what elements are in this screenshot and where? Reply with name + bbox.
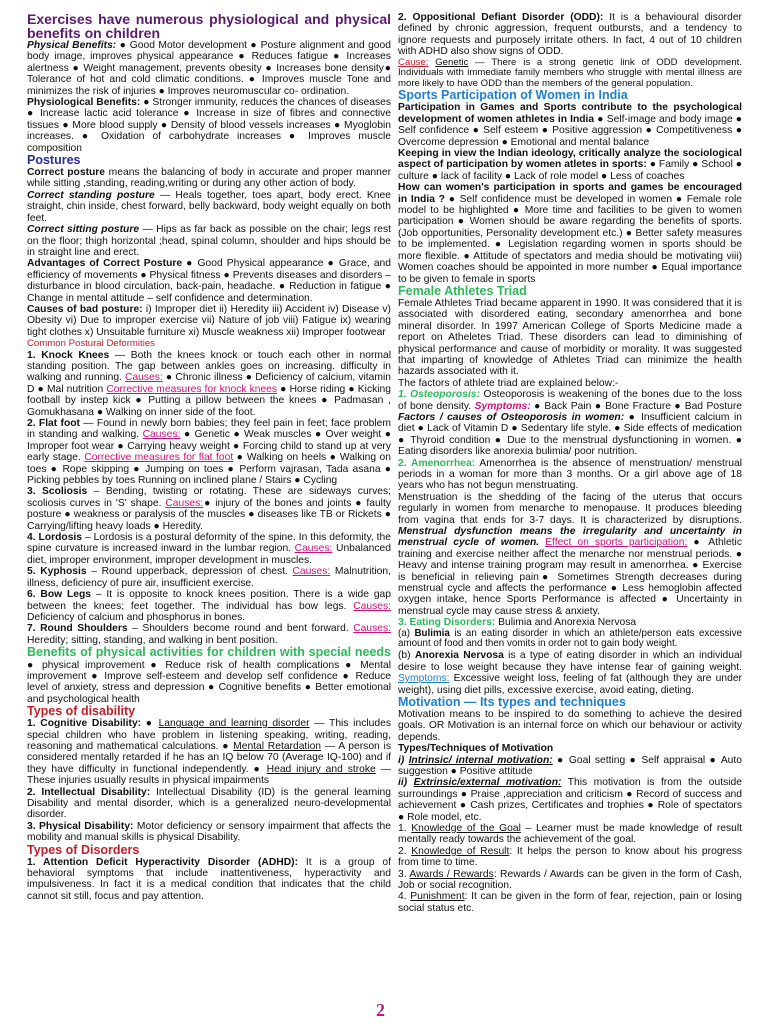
intrinsic-para: i) Intrinsic/ internal motivation: ● Goal setting ● Self appraisal ● Auto suggestion ● Positive attitude — [398, 754, 742, 777]
sitting-posture-para: Correct sitting posture — Hips as far back as possible on the chair; legs rest on the floor; thigh horizontal ;head, spinal column, shoulder and hips should be in straight line and erect. — [27, 224, 391, 258]
eating-disorders-para: 3. Eating Disorders: Bulimia and Anorexia Nervosa — [398, 617, 637, 629]
triad-intro-para: Female Athletes Triad became apparent in 1990. It was considered that it is associated with disordered eating, secondary amenorrhea and bone mineral disorder. In 1997 American College of Sports Medicine made a report on Atheletes Triad. These disorders can lead to diminishing of physical performance and cause of morbidity or morality. It was suggested that imparting of knowledge of Athletes Triad can minimize the health hazards associated with it. — [398, 297, 742, 378]
advantages-para: Advantages of Correct Posture ● Good Physical appearance ● Grace, and efficiency of movements ● Physical fitness ● Prevents diseases and disorders – disturbance in blood circulation, back-pain, headache. ● Reduction in fatigue ● Change in mental attitude – self confidence and determination. — [27, 258, 391, 304]
anorexia-para: (b) Anorexia Nervosa is a type of eating disorder in which an individual desire to lose weight because they have intense fear of gaining weight. Symptoms: Excessive weight loss, feeling of fat (although they are under weight), using diet pills, excessive exercise, avoid eating, dieting. — [398, 650, 742, 696]
page-number: 2 — [376, 1000, 385, 1020]
knock-knees-para: 1. Knock Knees — Both the knees knock or touch each other in normal standing position. The gap between ankles goes on increasing. difficulty in walking and running. Causes: ● Chronic illness ● Deficiency of calcium, vitamin D ● Mal nutrition Corrective measures for knock knees ● Horse riding ● Kicking football by instep kick ● Putting a pillow between the knees ● Padmasan , Gomukhasana ● Walking on inner side of the foot. — [27, 349, 391, 418]
punishment-para: 4. Punishment: It can be given in the form of fear, rejection, pain or losing social status etc. — [398, 891, 742, 914]
bow-legs-para: 6. Bow Legs – It is opposite to knock knees position. There is a wide gap between the knees; feet together. The individual has bow legs. Causes: Deficiency of calcium and phosphorus in bones. — [27, 589, 391, 623]
deformities-heading: Common Postural Deformities — [27, 338, 155, 350]
motivation-types-label: Types/Techniques of Motivation — [398, 743, 554, 755]
right-column — [398, 12, 742, 1016]
knowledge-result-para: 2. Knowledge of Result: It helps the person to know about his progress from time to time. — [398, 845, 742, 869]
physical-disability-para: 3. Physical Disability: Motor deficiency or sensory impairment that affects the mobility and manual skills is physical Disability. — [27, 820, 391, 844]
postures-heading: Postures — [27, 153, 81, 168]
scoliosis-para: 3. Scoliosis – Bending, twisting or rotating. These are sideways curves; scoliosis curves in 'S' shape. Causes:● injury of the bones and joints ● faulty posture ● weakness or paralysis of the muscles ● diseases like TB or Rickets ● Carrying/lifting heavy loads ● Heredity. — [27, 486, 391, 532]
osteoporosis-para: 1. Osteoporosis: Osteoporosis is weakening of the bones due to the loss of bone density. Symptoms: ● Back Pain ● Bone Fracture ● Bad Posture Factors / causes of Osteoporosis in women: ● Insufficient calcium in diet ● Lack of Vitamin D ● Sedentary life style. ● Side effects of medication ● Thyroid condition ● Due to the menstrual dysfunctioning in women. ● Eating disorders like anorexia bulimia/ poor nutrition. — [398, 389, 742, 458]
special-needs-para: Benefits of physical activities for children with special needs ● physical improvement ● Reduce risk of health complications ● Mental improvement ● Improve self-esteem and develop self confidence ● Reduce level of anxiety, stress and depression ● Cognitive benefits ● Better emotional and psychological health — [27, 645, 391, 705]
physical-benefits-para: Physical Benefits: ● Good Motor development ● Posture alignment and good body image, improves physical appearance ● Reduces fatigue ● Increases alertness ● Weight management, prevents obesity ● Increases bone density● Tolerance of hot and cold climatic conditions. ● Improves muscle Tone and minimizes the risk of injuries ● Improves neuromuscular co- ordination. — [27, 40, 391, 97]
triad-factors-para: The factors of athlete triad are explained below:- — [398, 377, 619, 389]
encouraged-para: How can women's participation in sports and games be encouraged in India ? ● Self confidence must be developed in women ● Female role model to be highlighted ● More time and facilities to be given to women participation ● Women should be aware regarding the benefits of sports.(Job opportunities, Personality development etc.) ● Better safety measures to be implemented. ● Legislation regarding women in sports should be more flexible. ● Attitude of spectators and media should be motivating viii) Women coaches should be appointed in more number ● Equal importance to be given to female in sports — [398, 182, 742, 285]
sports-women-heading: Sports Participation of Women in India — [398, 88, 628, 103]
intellectual-para: 2. Intellectual Disability: Intellectual Disability (ID) is the general learning Disability and mental disorder, which is a generalized neuro-developmental disorder. — [27, 786, 391, 821]
standing-posture-para: Correct standing posture — Heals together, toes apart, body erect. Knee straight, chin inside, chest forward, belly backward, body weight equally on both feet. — [27, 189, 391, 224]
exercises-heading: Exercises have numerous physiological and physical benefits on children — [27, 12, 391, 41]
odd-para: 2. Oppositional Defiant Disorder (ODD): It is a behavioural disorder defined by chronic aggression, frequent outbursts, and a tendency to ignore requests and purposely irritate others. In fact, 4 out of 10 children with ADHD also show signs of ODD. — [398, 12, 742, 58]
adhd-para: 1. Attention Deficit Hyperactivity Disorder (ADHD): It is a group of behavioral symptoms that include inattentiveness, hyperactivity and impulsiveness. In fact it is a medical condition that indicates that the child cannot sit still, focus and pay attention. — [27, 856, 391, 902]
lordosis-para: 4. Lordosis – Lordosis is a postural deformity of the spine. In this deformity, the spine curvature is increased inward in the lumbar region. Causes: Unbalanced diet, improper environment, improper development in muscles. — [27, 532, 391, 566]
ideology-para: Keeping in view the Indian ideology, critically analyze the sociological aspect of participation by women atletes in sports: ● Family ● School ● culture ● lack of facility ● Lack of role model ● Less of coaches — [398, 148, 742, 182]
kyphosis-para: 5. Kyphosis – Round upperback, depression of chest. Causes: Malnutrition, illness, deficiency of pure air, insufficient exercise. — [27, 566, 391, 589]
triad-heading: Female Athletes Triad — [398, 283, 527, 298]
extrinsic-para: ii) Extrinsic/external motivation: This motivation is from the outside surroundings ● Praise ,appreciation and criticism ● Record of success and achievement ● Cash prizes, Certificates and trophies ● Role of spectators ● Role model, etc. — [398, 777, 742, 823]
physiological-benefits-para: Physiological Benefits: ● Stronger immunity, reduces the chances of diseases ● Increase lactic acid tolerance ● Increase in size of fibres and connective tissues ● More blood supply ● Density of blood vessels increases ● Myoglobin increases. ● Oxidation of carbohydrate increases ● Improves muscle composition — [27, 97, 391, 154]
left-column — [27, 12, 391, 1016]
bad-posture-para: Causes of bad posture: i) Improper diet ii) Heredity iii) Accident iv) Disease v) Obesity vi) Due to improper exercise vii) Nature of job viii) Fatigue ix) wearing tight clothes x) Unsuitable furniture xi) Muscle weakness xii) Improper footwear — [27, 303, 391, 338]
odd-cause-para: Cause: Genetic — There is a strong genetic link of ODD development. Individuals with immediate family members who struggle with mental illness are more likely to have ODD than the members of the general population. — [398, 56, 742, 89]
correct-posture-para: Correct posture means the balancing of body in accurate and proper manner while sitting ,standing, reading,writing or during any other action of body. — [27, 167, 391, 190]
disorders-heading: Types of Disorders — [27, 842, 140, 857]
round-shoulders-para: 7. Round Shoulders – Shoulders become round and bent forward. Causes: Heredity; sitting, standing, and walking in bent position. — [27, 623, 391, 646]
awards-para: 3. Awards / Rewards: Rewards / Awards can be given in the form of Cash, Job or social recognition. — [398, 868, 742, 891]
menstruation-para: Menstruation is the shedding of the facing of the uterus that occurs regularly in women from menarche to menopause. It produces bleeding from vagina that ends for 3-7 days. It is characterized by disruptions. Menstrual dysfunction means the irregularity and uncertainty in menstrual cycle of women. Effect on sports participation: ● Athletic training and exercise neither affect the menarche nor menstrual periods. ● Heavy and intense training program may result in amenorrhea. ● Exercise is beneficial in relieving pain● Sometimes Strength decreases during menstrual cycle and affects the performance ● Less hemoglobin affected oxygen intake, hence Sports Performance is affected ● Uncertainty in menstrual cycle may cause stress & anxiety. — [398, 491, 742, 617]
disability-heading: Types of disability — [27, 704, 136, 719]
knowledge-goal-para: 1. Knowledge of the Goal – Learner must be made knowledge of result mentally ready towards the achievement of the goal. — [398, 822, 742, 846]
amenorrhea-para: 2. Amenorrhea: Amenorrhea is the absence of menstruation/ menstrual periods in a woman for more than 3 months. Or a girl above age of 18 years who has not begun menstruating. — [398, 457, 742, 492]
bulimia-para: (a) Bulimia is an eating disorder in which an athlete/person eats excessive amount of food and then vomits in order not to gain body weight. — [398, 627, 742, 650]
motivation-heading: Motivation — Its types and techniques — [398, 694, 626, 709]
motivation-para: Motivation means to be inspired to do something to achieve the desired goals. OR Motivation is an internal force on which our behaviour or activity depends. — [398, 708, 742, 743]
special-needs-heading: Benefits of physical activities for children with special needs — [27, 645, 391, 660]
participation-para: Participation in Games and Sports contribute to the psychological development of women athletes in India ● Self-image and body image ● Self confidence ● Self esteem ● Positive aggression ● Competitiveness ● Overcome depression ● Emotional and mental balance — [398, 102, 742, 148]
flat-foot-para: 2. Flat foot — Found in newly born babies; they feel pain in feet; face problem in standing and walking. Causes: ● Genetic ● Weak muscles ● Over weight ● Improper foot wear ● Carrying heavy weight ● Forcing child to stand up at very early stage. Corrective measures for flat foot ● Walking on heels ● Walking on toes ● Rope skipping ● Jumping on toes ● Perform vajrasan, Tada asana ● Picking pebbles by toes Running on inclined plane / Stairs ● Cycling — [27, 418, 391, 487]
cognitive-para: 1. Cognitive Disability: ● Language and learning disorder — This includes special children who have problem in listening speaking, writing, reading, reasoning and mathematical calculations. ● Mental Retardation — A person is considered mentally retarded if he has an IQ below 70 (Average IQ-100) and if they have difficulty in functional independently. ● Head injury and stroke — These injuries usually results in physical impairments — [27, 718, 391, 787]
